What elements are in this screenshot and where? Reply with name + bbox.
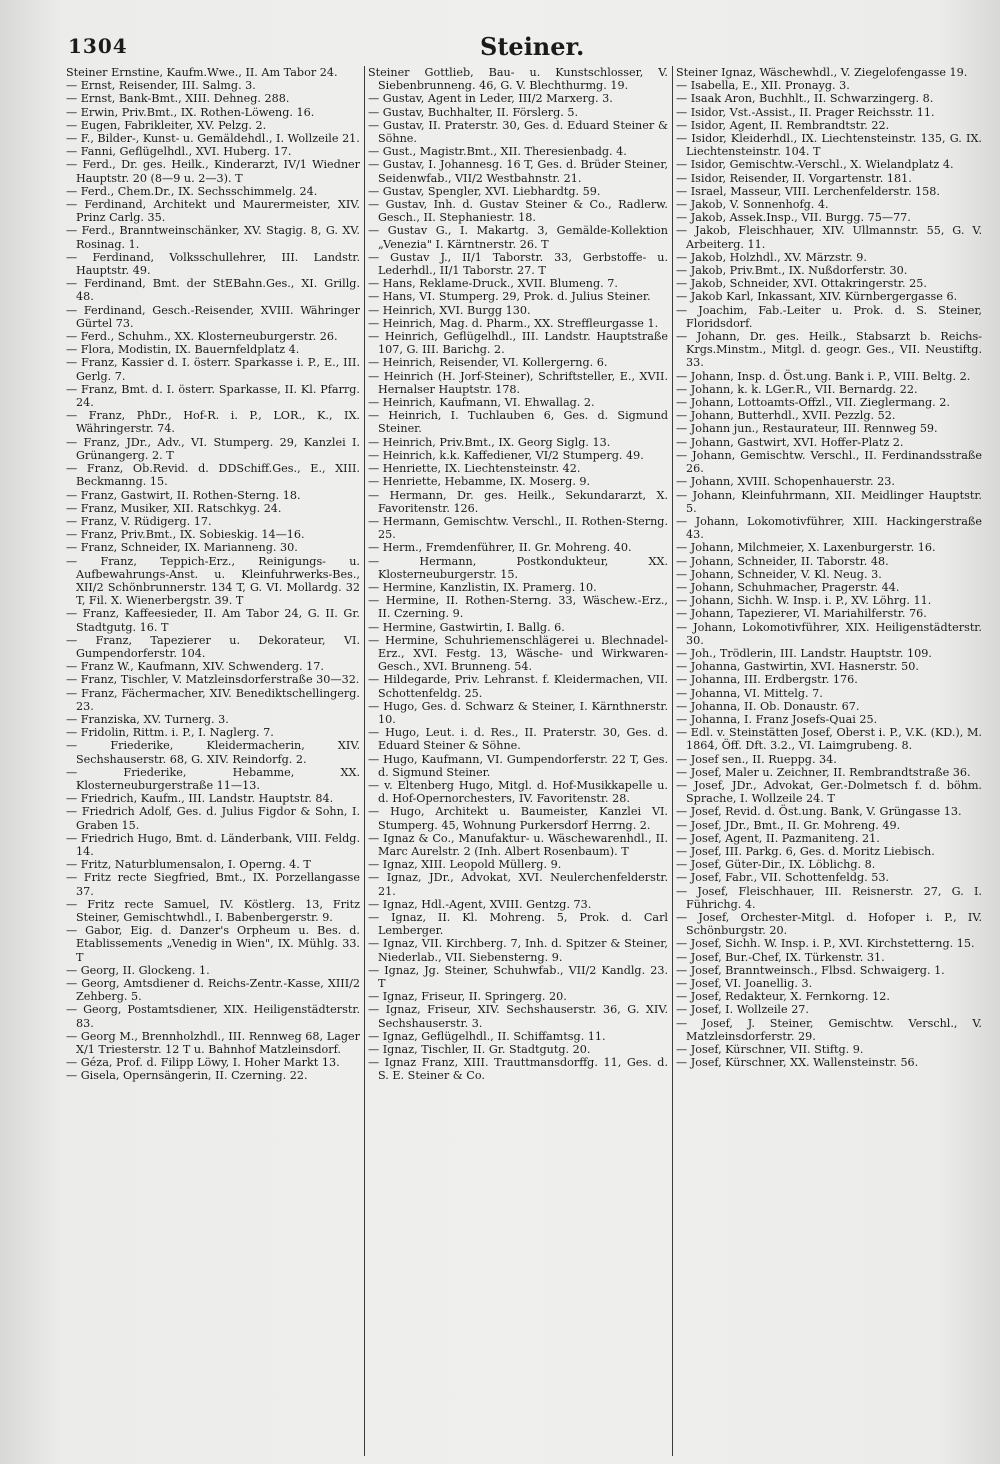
directory-entry: — Hermine, Gastwirtin, I. Ballg. 6. <box>368 620 565 634</box>
directory-entry: — Hildegarde, Priv. Lehranst. f. Kleidermachen, VII. Schottenfeldg. 25. <box>368 673 668 700</box>
directory-entry: — Gisela, Opernsängerin, II. Czerning. 22. <box>66 1069 308 1083</box>
directory-entry: — Gustav, Buchhalter, II. Förslerg. 5. <box>368 105 579 119</box>
directory-entry: — Josef, JDr., Bmt., II. Gr. Mohreng. 49. <box>676 818 901 832</box>
directory-entry: — Isidor, Gemischtw.-Verschl., X. Wielandplatz 4. <box>676 158 954 172</box>
directory-entry: — Jakob, Holzhdl., XV. Märzstr. 9. <box>676 250 867 264</box>
directory-entry: — Johann, Tapezierer, VI. Mariahilferstr. 76. <box>676 607 927 621</box>
directory-entry: — Hermann, Gemischtw. Verschl., II. Rothen-Sterng. 25. <box>368 514 668 542</box>
directory-entry: — Ignaz, II. Kl. Mohreng. 5, Prok. d. Carl Lemberger. <box>368 911 668 938</box>
directory-entry: — Hugo, Ges. d. Schwarz & Steiner, I. Kärnthnerstr. 10. <box>368 699 668 726</box>
directory-entry: — Ignaz, XIII. Leopold Müllerg. 9. <box>368 858 562 872</box>
directory-entry: — Heinrich, Geflügelhdl., III. Landstr. Hauptstraße 107, G. III. Barichg. 2. <box>368 330 668 357</box>
directory-entry: — Johann, Sichh. W. Insp. i. P., XV. Löhrg. 11. <box>676 594 932 608</box>
directory-entry: — Ignaz, VII. Kirchberg. 7, Inh. d. Spitzer & Steiner, Niederlab., VII. Siebensterng. 9. <box>368 937 668 964</box>
directory-entry: — Franz, Musiker, XII. Ratschkyg. 24. <box>66 501 282 515</box>
directory-entry: — Hugo, Kaufmann, VI. Gumpendorferstr. 22 T, Ges. d. Sigmund Steiner. <box>368 752 668 779</box>
directory-entry: — Ignaz, Friseur, XIV. Sechshauserstr. 36, G. XIV. Sechshauserstr. 3. <box>368 1003 668 1030</box>
directory-entry: — Joachim, Fab.-Leiter u. Prok. d. S. Steiner, Floridsdorf. <box>676 303 982 330</box>
directory-entry: — Eugen, Fabrikleiter, XV. Pelzg. 2. <box>66 118 267 132</box>
directory-entry: — Johann, Gastwirt, XVI. Hoffer-Platz 2. <box>676 435 904 449</box>
directory-entry: — Johann, Milchmeier, X. Laxenburgerstr. 16. <box>676 541 936 555</box>
directory-entry: — Josef, Branntweinsch., Flbsd. Schwaigerg. 1. <box>676 963 945 977</box>
directory-entry: — Johann, XVIII. Schopenhauerstr. 23. <box>676 475 895 489</box>
directory-entry: — Ferd., Chem.Dr., IX. Sechsschimmelg. 24. <box>66 184 318 198</box>
directory-entry: — Heinrich, Reisender, VI. Kollergerng. 6. <box>368 356 608 370</box>
directory-entry: — Heinrich, XVI. Burgg 130. <box>368 303 531 317</box>
directory-entry: — Franz, Teppich-Erz., Reinigungs- u. Aufbewahrungs-Anst. u. Kleinfuhrwerks-Bes., XII/2 Schönbrunnerstr. 134 T, G. VI. Mollardg. 32 T, Fil. X. Wienerbergstr. 39. T <box>66 554 360 608</box>
directory-entry: — Israel, Masseur, VIII. Lerchenfelderstr. 158. <box>676 184 940 198</box>
directory-entry: — Franz, Fächermacher, XIV. Benediktschellingerg. 23. <box>66 686 360 713</box>
page-number: 1304 <box>68 34 128 58</box>
directory-entry: — Josef, Sichh. W. Insp. i. P., XVI. Kirchstetterng. 15. <box>676 937 975 951</box>
directory-entry: — Johann jun., Restaurateur, III. Rennweg 59. <box>676 422 938 436</box>
directory-entry: — Franz, Tapezierer u. Dekorateur, VI. Gumpendorferstr. 104. <box>66 633 360 660</box>
directory-entry: — Friederike, Kleidermacherin, XIV. Sechshauserstr. 68, G. XIV. Reindorfg. 2. <box>66 739 360 766</box>
directory-entry: — Ignaz, JDr., Advokat, XVI. Neulerchenfelderstr. 21. <box>368 871 668 898</box>
directory-entry: — Henriette, IX. Liechtensteinstr. 42. <box>368 462 581 476</box>
directory-entry: — Jakob, Priv.Bmt., IX. Nußdorferstr. 30. <box>676 264 908 278</box>
directory-entry: — Franz, JDr., Adv., VI. Stumperg. 29, Kanzlei I. Grünangerg. 2. T <box>66 435 360 462</box>
directory-entry: — Hugo, Architekt u. Baumeister, Kanzlei VI. Stumperg. 45, Wohnung Purkersdorf Herrng. 2. <box>368 805 668 832</box>
directory-entry: — Josef, I. Wollzeile 27. <box>676 1003 809 1017</box>
directory-entry: — Hans, VI. Stumperg. 29, Prok. d. Julius Steiner. <box>368 290 651 304</box>
directory-entry: — Josef, Kürschner, VII. Stiftg. 9. <box>676 1043 864 1057</box>
directory-entry: — Ferd., Dr. ges. Heilk., Kinderarzt, IV/1 Wiedner Hauptstr. 20 (8—9 u. 2—3). T <box>66 158 360 185</box>
directory-entry: — Hans, Reklame-Druck., XVII. Blumeng. 7. <box>368 277 618 291</box>
directory-entry: — Ignaz, Friseur, II. Springerg. 20. <box>368 990 567 1004</box>
directory-entry: — Isidor, Reisender, II. Vorgartenstr. 181. <box>676 171 912 185</box>
directory-entry: — Gustav, Inh. d. Gustav Steiner & Co., Radlerw. Gesch., II. Stephaniestr. 18. <box>368 198 668 225</box>
directory-entry: — Hermine, II. Rothen-Sterng. 33, Wäschew.-Erz., II. Czerning. 9. <box>368 594 668 621</box>
page-header <box>60 22 980 66</box>
directory-entry: — Josef, Bur.-Chef, IX. Türkenstr. 31. <box>676 950 885 964</box>
directory-entry: — Johann, Dr. ges. Heilk., Stabsarzt b. Reichs-Krgs.Minstm., Mitgl. d. geogr. Ges., VII. Neustiftg. 33. <box>676 330 982 370</box>
directory-entry: — Gustav, I. Johannesg. 16 T, Ges. d. Brüder Steiner, Seidenwfab., VII/2 Westbahnstr. 21. <box>368 158 668 185</box>
directory-entry: — Ignaz Franz, XIII. Trauttmansdorffg. 11, Ges. d. S. E. Steiner & Co. <box>368 1056 668 1083</box>
directory-entry: — Johann, Lokomotivführer, XIII. Hackingerstraße 43. <box>676 514 982 542</box>
directory-entry: — Ferdinand, Volksschullehrer, III. Landstr. Hauptstr. 49. <box>66 250 360 278</box>
directory-entry: — Fritz recte Siegfried, Bmt., IX. Porzellangasse 37. <box>66 871 360 898</box>
directory-entry: — Herm., Fremdenführer, II. Gr. Mohreng. 40. <box>368 541 632 555</box>
directory-entry: — Josef, Fabr., VII. Schottenfeldg. 53. <box>676 871 890 885</box>
directory-entry: — Heinrich, Priv.Bmt., IX. Georg Siglg. 13. <box>368 435 611 449</box>
directory-entry: — Ernst, Reisender, III. Salmg. 3. <box>66 79 256 93</box>
directory-entry: — Josef, VI. Joanellig. 3. <box>676 977 813 991</box>
directory-entry: — Franz, Tischler, V. Matzleinsdorferstraße 30—32. <box>66 673 360 687</box>
directory-entry: — Franz, Kassier d. I. österr. Sparkasse i. P., E., III. Gerlg. 7. <box>66 356 360 383</box>
directory-entry: — Gustav, Spengler, XVI. Liebhardtg. 59. <box>368 184 601 198</box>
directory-entry: — Josef, Orchester-Mitgl. d. Hofoper i. P., IV. Schönburgstr. 20. <box>676 911 982 938</box>
directory-entry: — Ferd., Schuhm., XX. Klosterneuburgerstr. 26. <box>66 330 338 344</box>
directory-entry: — Heinrich, Mag. d. Pharm., XX. Streffleurgasse 1. <box>368 316 659 330</box>
directory-entry: — Ignaz, Geflügelhdl., II. Schiffamtsg. 11. <box>368 1029 606 1043</box>
directory-entry: — Hugo, Leut. i. d. Res., II. Praterstr. 30, Ges. d. Eduard Steiner & Söhne. <box>368 726 668 753</box>
directory-entry: — Fritz recte Samuel, IV. Köstlerg. 13, Fritz Steiner, Gemischtwhdl., I. Babenbergerstr. 9. <box>66 897 360 924</box>
directory-entry: — Josef, JDr., Advokat, Ger.-Dolmetsch f. d. böhm. Sprache, I. Wollzeile 24. T <box>676 778 982 806</box>
directory-entry: Steiner Gottlieb, Bau- u. Kunstschlosser, V. Siebenbrunneng. 46, G. V. Blechthurmg. 19. <box>368 66 668 93</box>
directory-entry: — F., Bilder-, Kunst- u. Gemäldehdl., I. Wollzeile 21. <box>66 132 360 146</box>
directory-entry: — Fanni, Geflügelhdl., XVI. Huberg. 17. <box>66 145 292 159</box>
directory-entry: — Joh., Trödlerin, III. Landstr. Hauptstr. 109. <box>676 646 932 660</box>
directory-entry: — Johann, Insp. d. Öst.ung. Bank i. P., VIII. Beltg. 2. <box>676 369 971 383</box>
directory-entry: — Hermann, Postkondukteur, XX. Klosterneuburgerstr. 15. <box>368 554 668 581</box>
column-2 <box>368 66 668 1456</box>
directory-entry: — Ferdinand, Bmt. der StEBahn.Ges., XI. Grillg. 48. <box>66 277 360 304</box>
directory-entry: — Josef, Güter-Dir., IX. Löblichg. 8. <box>676 858 876 872</box>
directory-entry: — Ignaz & Co., Manufaktur- u. Wäschewarenhdl., II. Marc Aurelstr. 2 (Inh. Albert Rosenbaum). T <box>368 831 668 858</box>
directory-entry: — Josef, III. Parkg. 6, Ges. d. Moritz Liebisch. <box>676 844 935 858</box>
directory-entry: — Friedrich Adolf, Ges. d. Julius Figdor & Sohn, I. Graben 15. <box>66 805 360 832</box>
directory-entry: — v. Eltenberg Hugo, Mitgl. d. Hof-Musikkapelle u. d. Hof-Opernorchesters, IV. Favoritenstr. 28. <box>368 778 668 806</box>
directory-entry: — Johanna, III. Erdbergstr. 176. <box>676 673 858 687</box>
directory-entry: — Henriette, Hebamme, IX. Moserg. 9. <box>368 475 591 489</box>
directory-entry: — Franz, Ob.Revid. d. DDSchiff.Ges., E., XIII. Beckmanng. 15. <box>66 462 360 489</box>
page-title: Steiner. <box>480 32 585 61</box>
directory-entry: — Franz, Gastwirt, II. Rothen-Sterng. 18. <box>66 488 301 502</box>
directory-entry: — Ignaz, Tischler, II. Gr. Stadtgutg. 20. <box>368 1043 591 1057</box>
directory-entry: — Josef, J. Steiner, Gemischtw. Verschl., V. Matzleinsdorferstr. 29. <box>676 1016 982 1043</box>
directory-entry: — Fritz, Naturblumensalon, I. Operng. 4. T <box>66 858 311 872</box>
column-3 <box>676 66 982 1456</box>
directory-entry: — Friederike, Hebamme, XX. Klosterneuburgerstraße 11—13. <box>66 765 360 792</box>
directory-entry: — Jakob Karl, Inkassant, XIV. Kürnbergergasse 6. <box>676 290 958 304</box>
directory-entry: — Jakob, Assek.Insp., VII. Burgg. 75—77. <box>676 211 911 225</box>
directory-entry: — Erwin, Priv.Bmt., IX. Rothen-Löweng. 16. <box>66 105 315 119</box>
directory-entry: — Johann, Lottoamts-Offzl., VII. Zieglermang. 2. <box>676 396 950 410</box>
directory-entry: — Friedrich, Kaufm., III. Landstr. Hauptstr. 84. <box>66 792 334 806</box>
directory-entry: — Josef, Revid. d. Öst.ung. Bank, V. Grüngasse 13. <box>676 805 962 819</box>
directory-entry: — Friedrich Hugo, Bmt. d. Länderbank, VIII. Feldg. 14. <box>66 831 360 858</box>
directory-entry: — Ignaz, Jg. Steiner, Schuhwfab., VII/2 Kandlg. 23. T <box>368 963 668 991</box>
directory-entry: — Jakob, Fleischhauer, XIV. Ullmannstr. 55, G. V. Arbeiterg. 11. <box>676 224 982 251</box>
directory-entry: — Franz, V. Rüdigerg. 17. <box>66 514 212 528</box>
directory-entry: — Gabor, Eig. d. Danzer's Orpheum u. Bes. d. Etablissements „Venedig in Wien", IX. Mühlg. 33. T <box>66 924 360 964</box>
directory-entry: — Edl. v. Steinstätten Josef, Oberst i. P., V.K. (KD.), M. 1864, Öff. Dft. 3.2., VI. Laimgrubeng. 8. <box>676 726 982 753</box>
directory-entry: — Gustav G., I. Makartg. 3, Gemälde-Kollektion „Venezia" I. Kärntnerstr. 26. T <box>368 224 668 251</box>
directory-entry: — Johanna, II. Ob. Donaustr. 67. <box>676 699 860 713</box>
directory-entry: — Johann, k. k. LGer.R., VII. Bernardg. 22. <box>676 382 918 396</box>
directory-entry: — Johann, Gemischtw. Verschl., II. Ferdinandsstraße 26. <box>676 448 982 476</box>
directory-entry: — Franz, Kaffeesieder, II. Am Tabor 24, G. II. Gr. Stadtgutg. 16. T <box>66 607 360 634</box>
directory-entry: — Ignaz, Hdl.-Agent, XVIII. Gentzg. 73. <box>368 897 592 911</box>
column-divider <box>364 66 365 1456</box>
directory-entry: — Gustav, II. Praterstr. 30, Ges. d. Eduard Steiner & Söhne. <box>368 118 668 146</box>
directory-entry: — Ferdinand, Gesch.-Reisender, XVIII. Währinger Gürtel 73. <box>66 303 360 330</box>
directory-entry: — Franz, PhDr., Hof-R. i. P., LOR., K., IX. Währingerstr. 74. <box>66 409 360 436</box>
directory-entry: — Gustav J., II/1 Taborstr. 33, Gerbstoffe- u. Lederhdl., II/1 Taborstr. 27. T <box>368 250 668 278</box>
directory-entry: — Franz, Bmt. d. I. österr. Sparkasse, II. Kl. Pfarrg. 24. <box>66 382 360 410</box>
directory-entry: — Georg, II. Glockeng. 1. <box>66 963 210 977</box>
directory-entry: — Johann, Kleinfuhrmann, XII. Meidlinger Hauptstr. 5. <box>676 488 982 515</box>
column-divider <box>672 66 673 1456</box>
column-1 <box>66 66 360 1456</box>
directory-entry: — Johann, Butterhdl., XVII. Pezzlg. 52. <box>676 409 896 423</box>
directory-entry: — Gust., Magistr.Bmt., XII. Theresienbadg. 4. <box>368 145 627 159</box>
directory-entry: — Heinrich, I. Tuchlauben 6, Ges. d. Sigmund Steiner. <box>368 409 668 436</box>
directory-entry: — Heinrich, k.k. Kaffediener, VI/2 Stumperg. 49. <box>368 448 644 462</box>
directory-entry: — Johanna, VI. Mittelg. 7. <box>676 686 823 700</box>
directory-entry: — Franziska, XV. Turnerg. 3. <box>66 712 229 726</box>
directory-entry: — Jakob, V. Sonnenhofg. 4. <box>676 198 829 212</box>
directory-entry: Steiner Ernstine, Kaufm.Wwe., II. Am Tabor 24. <box>66 66 338 79</box>
directory-entry: — Johann, Schneider, II. Taborstr. 48. <box>676 554 889 568</box>
directory-entry: — Fridolin, Rittm. i. P., I. Naglerg. 7. <box>66 726 274 740</box>
directory-entry: — Hermine, Kanzlistin, IX. Pramerg. 10. <box>368 580 597 594</box>
directory-entry: Steiner Ignaz, Wäschewhdl., V. Ziegelofengasse 19. <box>676 66 968 79</box>
directory-entry: — Johanna, Gastwirtin, XVI. Hasnerstr. 50. <box>676 660 919 674</box>
directory-entry: — Ferd., Branntweinschänker, XV. Stagig. 8, G. XV. Rosinag. 1. <box>66 224 360 251</box>
directory-entry: — Georg, Amtsdiener d. Reichs-Zentr.-Kasse, XIII/2 Zehberg. 5. <box>66 977 360 1004</box>
directory-entry: — Josef, Fleischhauer, III. Reisnerstr. 27, G. I. Führichg. 4. <box>676 884 982 911</box>
directory-entry: — Franz, Schneider, IX. Marianneng. 30. <box>66 541 298 555</box>
entry-columns <box>66 66 982 1456</box>
directory-entry: — Georg M., Brennholzhdl., III. Rennweg 68, Lager X/1 Triesterstr. 12 T u. Bahnhof Matzleinsdorf. <box>66 1029 360 1057</box>
directory-entry: — Josef, Redakteur, X. Fernkorng. 12. <box>676 990 890 1004</box>
directory-entry: — Isidor, Vst.-Assist., II. Prager Reichsstr. 11. <box>676 105 935 119</box>
directory-entry: — Georg, Postamtsdiener, XIX. Heiligenstädterstr. 83. <box>66 1003 360 1030</box>
directory-entry: — Isabella, E., XII. Pronayg. 3. <box>676 79 850 93</box>
directory-entry: — Flora, Modistin, IX. Bauernfeldplatz 4. <box>66 343 300 357</box>
directory-entry: — Johann, Lokomotivführer, XIX. Heiligenstädterstr. 30. <box>676 620 982 647</box>
directory-entry: — Hermann, Dr. ges. Heilk., Sekundararzt, X. Favoritenstr. 126. <box>368 488 668 515</box>
directory-entry: — Josef sen., II. Rueppg. 34. <box>676 752 837 766</box>
directory-entry: — Franz W., Kaufmann, XIV. Schwenderg. 17. <box>66 660 324 674</box>
directory-entry: — Josef, Agent, II. Pazmaniteng. 21. <box>676 831 880 845</box>
directory-entry: — Hermine, Schuhriemenschlägerei u. Blechnadel-Erz., XVI. Festg. 13, Wäsche- und Wirkwaren-Gesch., XVI. Brunneng. 54. <box>368 633 668 674</box>
directory-entry: — Gustav, Agent in Leder, III/2 Marxerg. 3. <box>368 92 613 106</box>
directory-entry: — Isaak Aron, Buchhlt., II. Schwarzingerg. 8. <box>676 92 934 106</box>
directory-entry: — Heinrich, Kaufmann, VI. Ehwallag. 2. <box>368 396 595 410</box>
directory-entry: — Ferdinand, Architekt und Maurermeister, XIV. Prinz Carlg. 35. <box>66 198 360 225</box>
directory-entry: — Johanna, I. Franz Josefs-Quai 25. <box>676 712 878 726</box>
directory-entry: — Géza, Prof. d. Filipp Löwy, I. Hoher Markt 13. <box>66 1056 340 1070</box>
directory-entry: — Heinrich (H. Jorf-Steiner), Schriftsteller, E., XVII. Hernalser Hauptstr. 178. <box>368 369 668 396</box>
directory-entry: — Isidor, Kleiderhdl., IX. Liechtensteinstr. 135, G. IX. Liechtensteinstr. 104. T <box>676 132 982 159</box>
directory-entry: — Josef, Kürschner, XX. Wallensteinstr. 56. <box>676 1056 919 1070</box>
directory-entry: — Jakob, Schneider, XVI. Ottakringerstr. 25. <box>676 277 927 291</box>
directory-entry: — Franz, Priv.Bmt., IX. Sobieskig. 14—16. <box>66 528 305 542</box>
directory-entry: — Ernst, Bank-Bmt., XIII. Dehneg. 288. <box>66 92 290 106</box>
directory-entry: — Johann, Schuhmacher, Pragerstr. 44. <box>676 580 900 594</box>
directory-entry: — Josef, Maler u. Zeichner, II. Rembrandtstraße 36. <box>676 765 971 779</box>
directory-entry: — Isidor, Agent, II. Rembrandtstr. 22. <box>676 118 890 132</box>
directory-entry: — Johann, Schneider, V. Kl. Neug. 3. <box>676 567 882 581</box>
